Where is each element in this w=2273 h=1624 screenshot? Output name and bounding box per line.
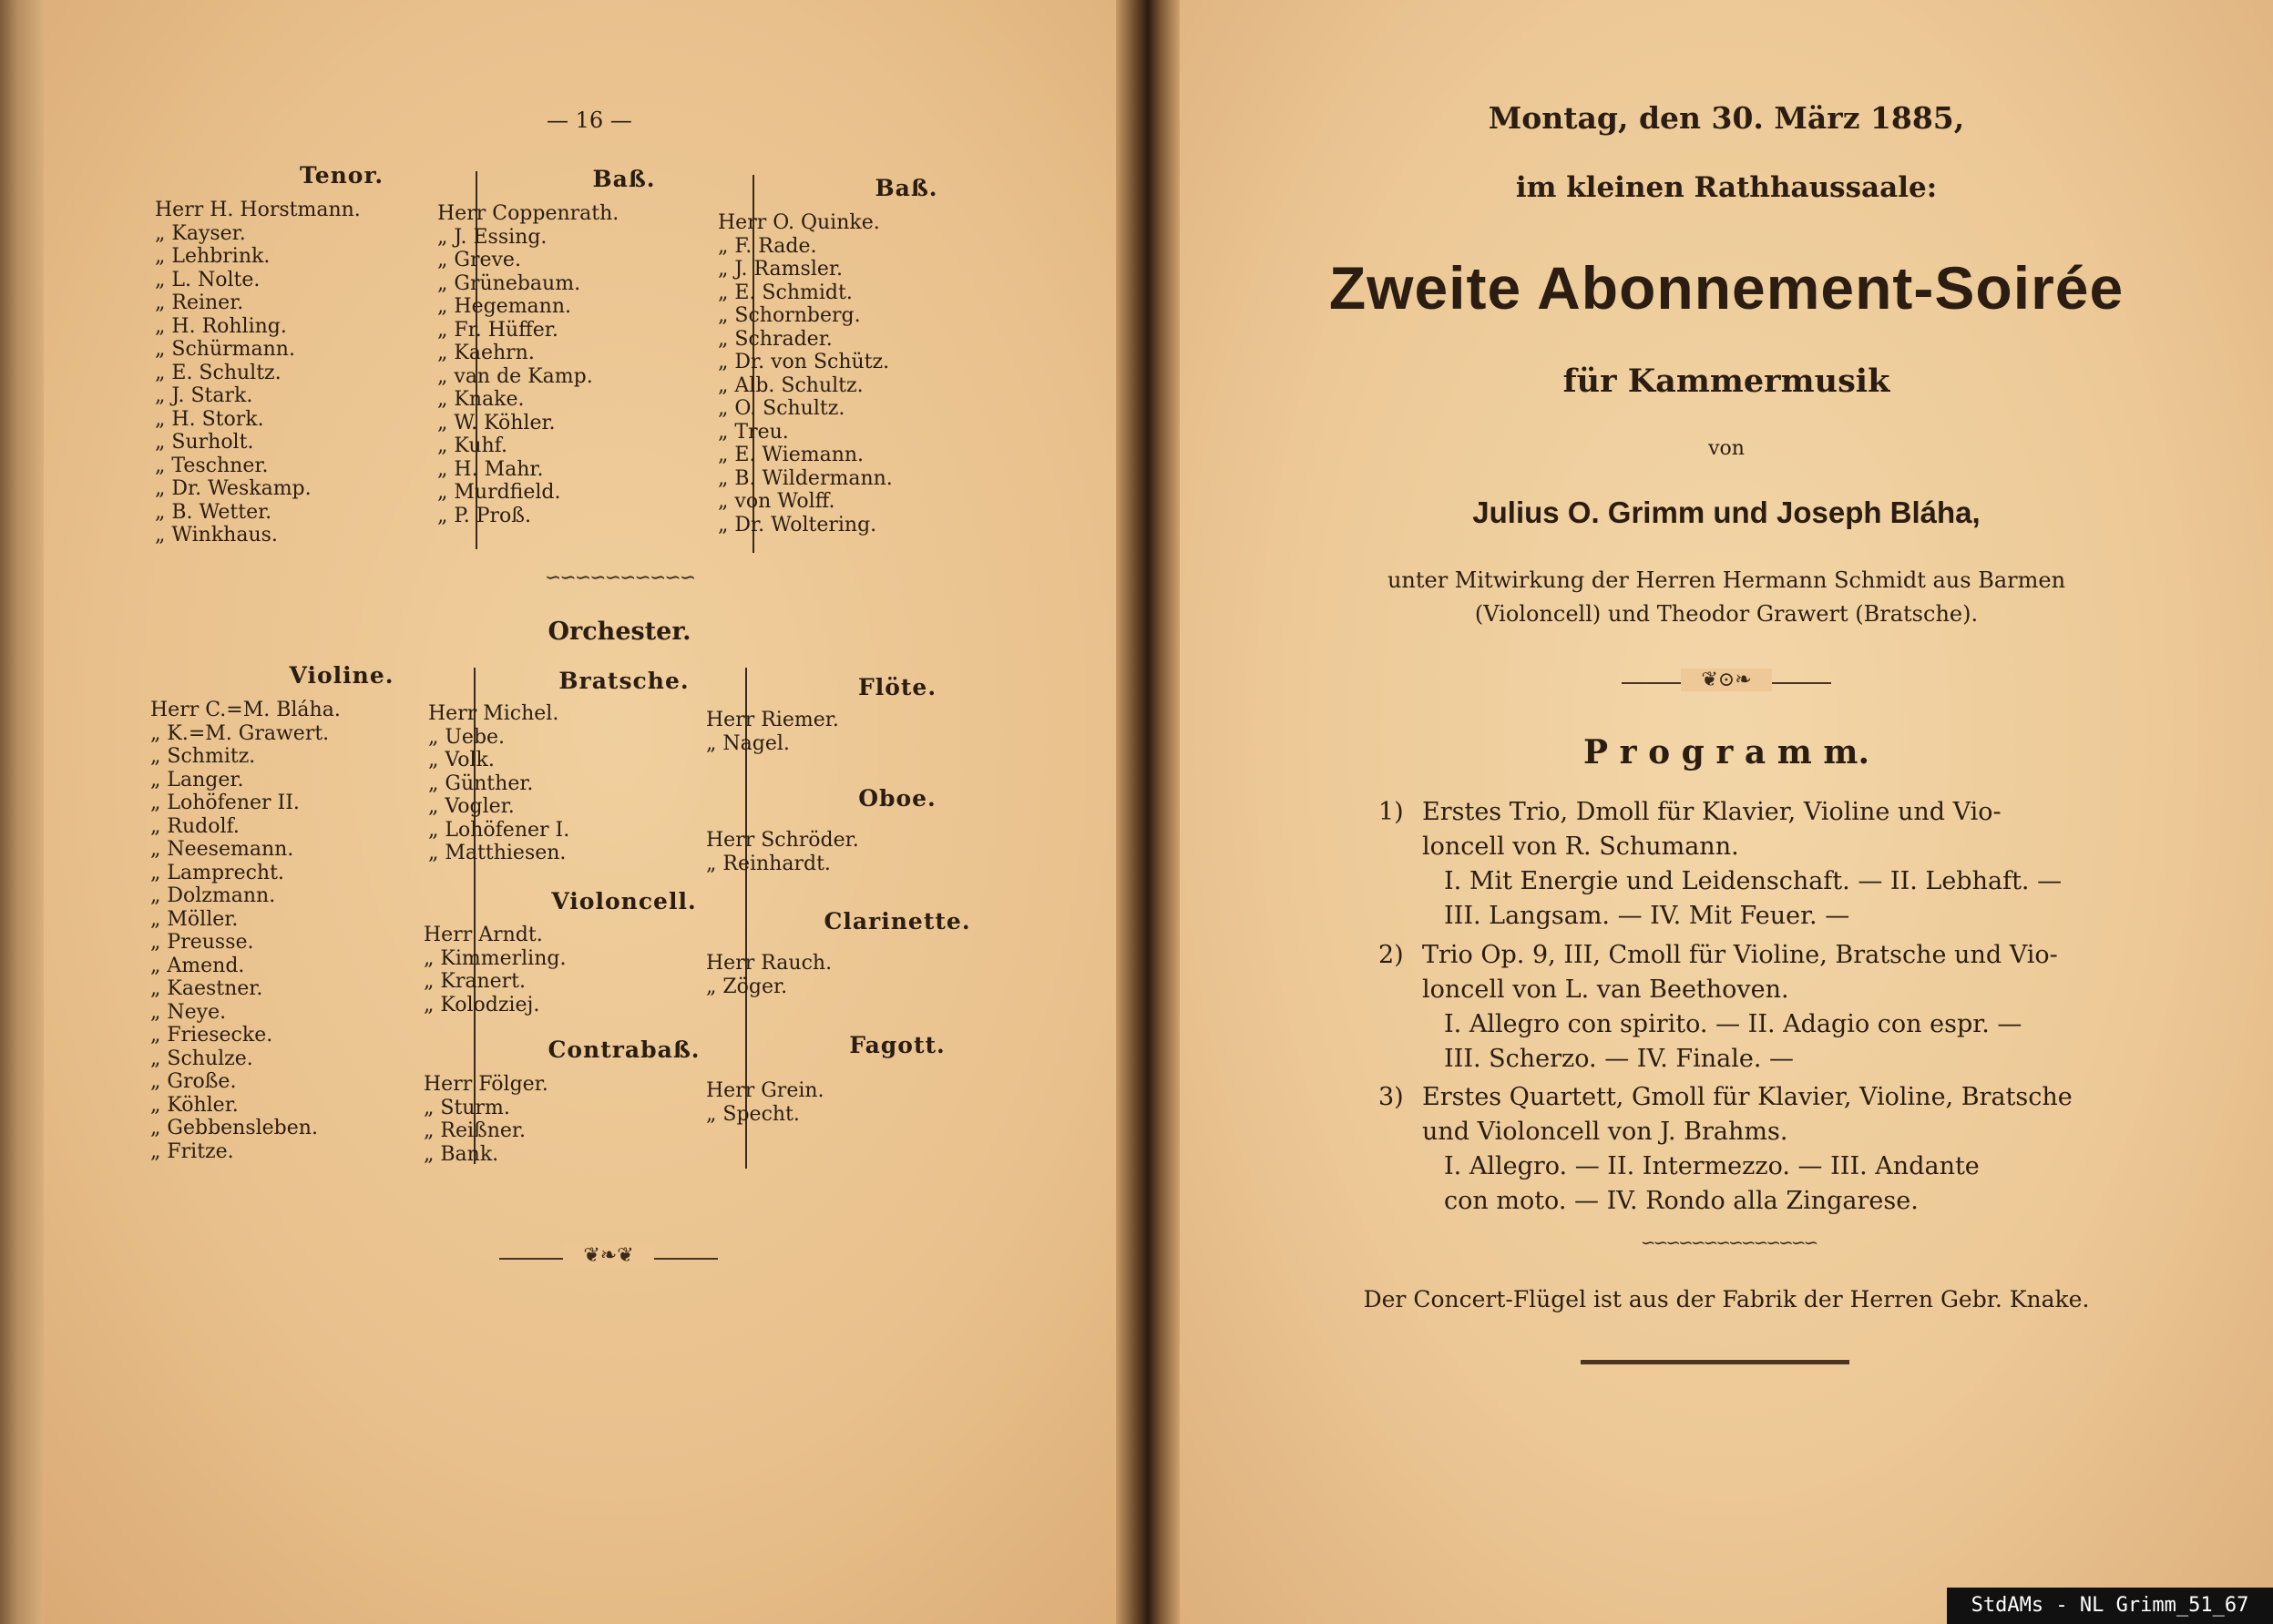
name-entry: „ Lehbrink. (155, 245, 271, 268)
fagott-heading: Fagott. (849, 1032, 946, 1058)
left-page (0, 0, 1116, 1624)
name-entry: „ L. Nolte. (155, 268, 261, 291)
name-entry: Herr Fölger. (424, 1073, 548, 1096)
bass-heading-2: Baß. (875, 175, 938, 201)
name-entry: „ Specht. (706, 1102, 800, 1126)
oboe-list (706, 829, 859, 875)
name-entry: „ Kayser. (155, 221, 246, 245)
name-entry: „ Reißner. (424, 1119, 526, 1142)
name-entry: „ Sturm. (424, 1096, 510, 1119)
name-entry: „ O. Schultz. (718, 397, 845, 420)
name-entry: „ Kimmerling. (424, 946, 567, 970)
bass-heading: Baß. (592, 166, 656, 192)
right-page (1180, 0, 2273, 1624)
name-entry: „ Möller. (150, 907, 239, 931)
page-number: — 16 — (547, 107, 632, 133)
name-entry: „ Reiner. (155, 291, 244, 314)
name-entry: „ H. Rohling. (155, 314, 287, 338)
name-entry: „ Volk. (428, 749, 495, 771)
name-entry: „ Neye. (150, 1000, 227, 1024)
name-entry: „ Winkhaus. (155, 524, 278, 546)
ornament-divider: ❦❧❦ (563, 1244, 654, 1267)
name-entry: Herr Rauch. (706, 952, 833, 975)
concert-title: Zweite Abonnement-Soirée (1328, 254, 2125, 322)
violoncell-list (424, 924, 566, 1016)
name-entry: „ W. Köhler. (437, 411, 556, 434)
name-entry: „ Zöger. (706, 975, 788, 998)
book-edge (0, 0, 44, 1624)
assistance-line-2: (Violoncell) und Theodor Grawert (Bratsche). (1474, 601, 1979, 627)
name-entry: „ Schrader. (718, 327, 833, 351)
name-entry: „ E. Schultz. (155, 361, 282, 384)
name-entry: „ Dolzmann. (150, 884, 276, 907)
program-item-1 (1378, 795, 2198, 934)
fagott-list (706, 1079, 824, 1126)
name-entry: „ J. Essing. (437, 225, 548, 249)
name-entry: „ K.=M. Grawert. (150, 721, 330, 745)
violine-list (150, 699, 341, 1163)
name-entry: „ Langer. (150, 768, 244, 792)
name-entry: „ E. Schmidt. (718, 281, 853, 304)
item-number: 3) (1378, 1083, 1404, 1111)
name-entry: „ Dr. Woltering. (718, 513, 877, 536)
orchestra-heading: Orchester. (548, 618, 691, 646)
tenor-heading: Tenor. (299, 162, 384, 189)
name-entry: „ H. Mahr. (437, 457, 544, 481)
name-entry: „ H. Stork. (155, 407, 264, 431)
name-entry: „ Treu. (718, 420, 789, 444)
name-entry: „ Kolodziej. (424, 993, 540, 1016)
ornament-divider: ❦⊙❧ (1681, 669, 1772, 691)
oboe-heading: Oboe. (858, 785, 937, 812)
name-entry: Herr O. Quinke. (718, 211, 880, 234)
name-entry: „ Fritze. (150, 1139, 234, 1163)
name-entry: „ Hegemann. (437, 295, 572, 318)
name-entry: „ Reinhardt. (706, 852, 831, 875)
name-entry: Herr Arndt. (424, 924, 543, 946)
name-entry: „ Greve. (437, 249, 521, 271)
name-entry: „ Dr. von Schütz. (718, 351, 890, 373)
name-entry: „ Lohöfener II. (150, 792, 300, 814)
name-entry: Herr Coppenrath. (437, 202, 619, 225)
name-entry: „ Köhler. (150, 1093, 239, 1117)
item-line: Erstes Quartett, Gmoll für Klavier, Violine, Bratsche (1422, 1083, 2073, 1111)
name-entry: „ Bank. (424, 1142, 499, 1166)
name-entry: „ Lamprecht. (150, 861, 284, 884)
movement-line: III. Scherzo. — IV. Finale. — (1444, 1045, 1795, 1073)
closing-rule (1581, 1360, 1849, 1364)
name-entry: „ Rudolf. (150, 814, 240, 838)
name-entry: Herr Grein. (706, 1079, 824, 1102)
tenor-list (155, 199, 361, 547)
name-entry: „ B. Wildermann. (718, 466, 893, 490)
program-item-3 (1378, 1080, 2198, 1219)
movement-line: con moto. — IV. Rondo alla Zingarese. (1444, 1187, 1919, 1215)
item-number: 1) (1378, 798, 1404, 826)
concert-date: Montag, den 30. März 1885, (1488, 100, 1965, 136)
name-entry: „ Schulze. (150, 1047, 253, 1070)
performers: Julius O. Grimm und Joseph Bláha, (1472, 495, 1981, 529)
assistance-line-1: unter Mitwirkung der Herren Hermann Schmidt aus Barmen (1387, 567, 2066, 593)
name-entry: „ Kuhf. (437, 434, 508, 457)
archive-stamp: StdAMs - NL Grimm_51_67 (1947, 1588, 2273, 1624)
name-entry: Herr Schröder. (706, 829, 859, 852)
contrabass-heading: Contrabaß. (548, 1037, 701, 1063)
violine-heading: Violine. (289, 662, 394, 689)
name-entry: „ F. Rade. (718, 234, 817, 258)
contrabass-list (424, 1073, 548, 1166)
movement-line: I. Allegro. — II. Intermezzo. — III. Andante (1444, 1152, 1980, 1180)
floete-heading: Flöte. (857, 674, 937, 700)
floete-list (706, 709, 839, 755)
name-entry: „ Fr. Hüffer. (437, 318, 558, 342)
concert-venue: im kleinen Rathhaussaale: (1515, 171, 1938, 204)
bass-list-2 (718, 211, 893, 536)
name-entry: „ Lohöfener I. (428, 818, 570, 842)
name-entry: „ Schmitz. (150, 745, 256, 768)
bratsche-list (428, 702, 569, 865)
programm-heading: P r o g r a m m. (1583, 733, 1869, 771)
name-entry: „ Nagel. (706, 731, 790, 755)
name-entry: „ Alb. Schultz. (718, 373, 864, 397)
name-entry: „ Schornberg. (718, 304, 861, 327)
name-entry: „ Dr. Weskamp. (155, 477, 312, 500)
concert-subtitle: für Kammermusik (1562, 363, 1890, 400)
name-entry: „ B. Wetter. (155, 500, 272, 524)
name-entry: „ Uebe. (428, 725, 506, 749)
name-entry: „ Preusse. (150, 931, 254, 954)
name-entry: Herr C.=M. Bláha. (150, 699, 341, 721)
name-entry: „ Kranert. (424, 970, 526, 993)
name-entry: Herr Michel. (428, 702, 559, 725)
name-entry: „ Friesecke. (150, 1024, 273, 1047)
name-entry: „ Surholt. (155, 431, 254, 454)
program-item-2 (1378, 938, 2198, 1077)
movement-line: III. Langsam. — IV. Mit Feuer. — (1444, 902, 1850, 930)
bratsche-heading: Bratsche. (558, 668, 690, 694)
name-entry: „ von Wolff. (718, 490, 835, 513)
name-entry: Herr Riemer. (706, 709, 839, 731)
item-line: loncell von L. van Beethoven. (1422, 975, 1789, 1004)
name-entry: „ Günther. (428, 771, 534, 795)
name-entry: „ Knake. (437, 388, 525, 411)
name-entry: „ E. Wiemann. (718, 444, 865, 466)
name-entry: „ Gebbensleben. (150, 1117, 318, 1139)
item-number: 2) (1378, 941, 1404, 969)
von-label: von (1708, 437, 1745, 460)
name-entry: „ Vogler. (428, 795, 515, 818)
name-entry: „ Grünebaum. (437, 271, 581, 295)
name-entry: „ P. Proß. (437, 504, 531, 527)
clarinette-list (706, 952, 832, 998)
movement-line: I. Mit Energie und Leidenschaft. — II. Lebhaft. — (1444, 867, 2063, 895)
name-entry: „ Amend. (150, 954, 245, 977)
item-line: Erstes Trio, Dmoll für Klavier, Violine und Vio- (1422, 798, 2002, 826)
name-entry: „ Große. (150, 1070, 237, 1093)
name-entry: Herr H. Horstmann. (155, 199, 361, 221)
item-line: Trio Op. 9, III, Cmoll für Violine, Bratsche und Vio- (1422, 941, 2058, 969)
ornament-divider: ∽∽∽∽∽∽∽∽∽∽∽∽∽∽ (1640, 1231, 1817, 1253)
name-entry: „ J. Stark. (155, 384, 253, 407)
name-entry: „ Matthiesen. (428, 842, 567, 864)
name-entry: „ Kaestner. (150, 977, 263, 1000)
footer-note: Der Concert-Flügel ist aus der Fabrik der Herren Gebr. Knake. (1363, 1286, 2090, 1312)
book-gutter (1116, 0, 1180, 1624)
item-line: und Violoncell von J. Brahms. (1422, 1118, 1788, 1146)
item-line: loncell von R. Schumann. (1422, 832, 1739, 861)
name-entry: „ Murdfield. (437, 481, 561, 504)
name-entry: „ Kaehrn. (437, 342, 535, 364)
bass-list (437, 202, 619, 527)
name-entry: „ J. Ramsler. (718, 258, 843, 281)
name-entry: „ Neesemann. (150, 838, 294, 861)
clarinette-heading: Clarinette. (824, 908, 971, 935)
name-entry: „ van de Kamp. (437, 364, 593, 388)
movement-line: I. Allegro con spirito. — II. Adagio con espr. — (1444, 1010, 2022, 1038)
violoncell-heading: Violoncell. (551, 888, 697, 914)
ornament-divider: ∽∽∽∽∽∽∽∽∽∽ (544, 567, 695, 589)
name-entry: „ Schürmann. (155, 338, 295, 361)
name-entry: „ Teschner. (155, 454, 269, 477)
